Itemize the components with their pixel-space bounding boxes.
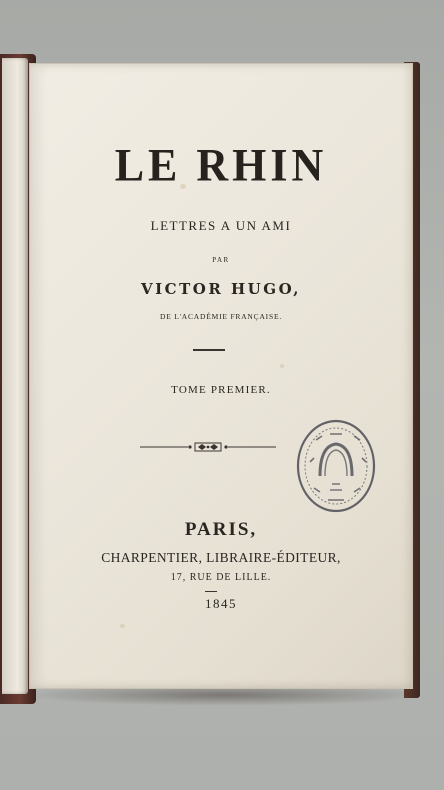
divider-rule	[193, 349, 225, 351]
decorative-rule-ornament-icon	[140, 441, 276, 453]
publisher-name: CHARPENTIER, LIBRAIRE-ÉDITEUR,	[101, 550, 341, 565]
title-page	[30, 64, 412, 688]
volume-label: TOME PREMIER.	[171, 384, 271, 396]
divider-rule	[205, 591, 217, 592]
publication-city: PARIS,	[184, 519, 258, 540]
publisher-address: 17, RUE DE LILLE.	[170, 572, 272, 583]
author-affiliation: DE L'ACADÉMIE FRANÇAISE.	[159, 312, 282, 321]
book-title: LE RHIN	[114, 139, 328, 192]
facing-page-edge	[2, 58, 28, 694]
publication-year: 1845	[205, 596, 237, 611]
by-label: PAR	[212, 256, 230, 264]
author-name: VICTOR HUGO,	[141, 280, 301, 298]
foxing-spot	[120, 624, 125, 628]
book-subtitle: LETTRES A UN AMI	[150, 218, 292, 233]
foxing-spot	[280, 364, 284, 368]
library-stamp-icon	[296, 418, 378, 514]
